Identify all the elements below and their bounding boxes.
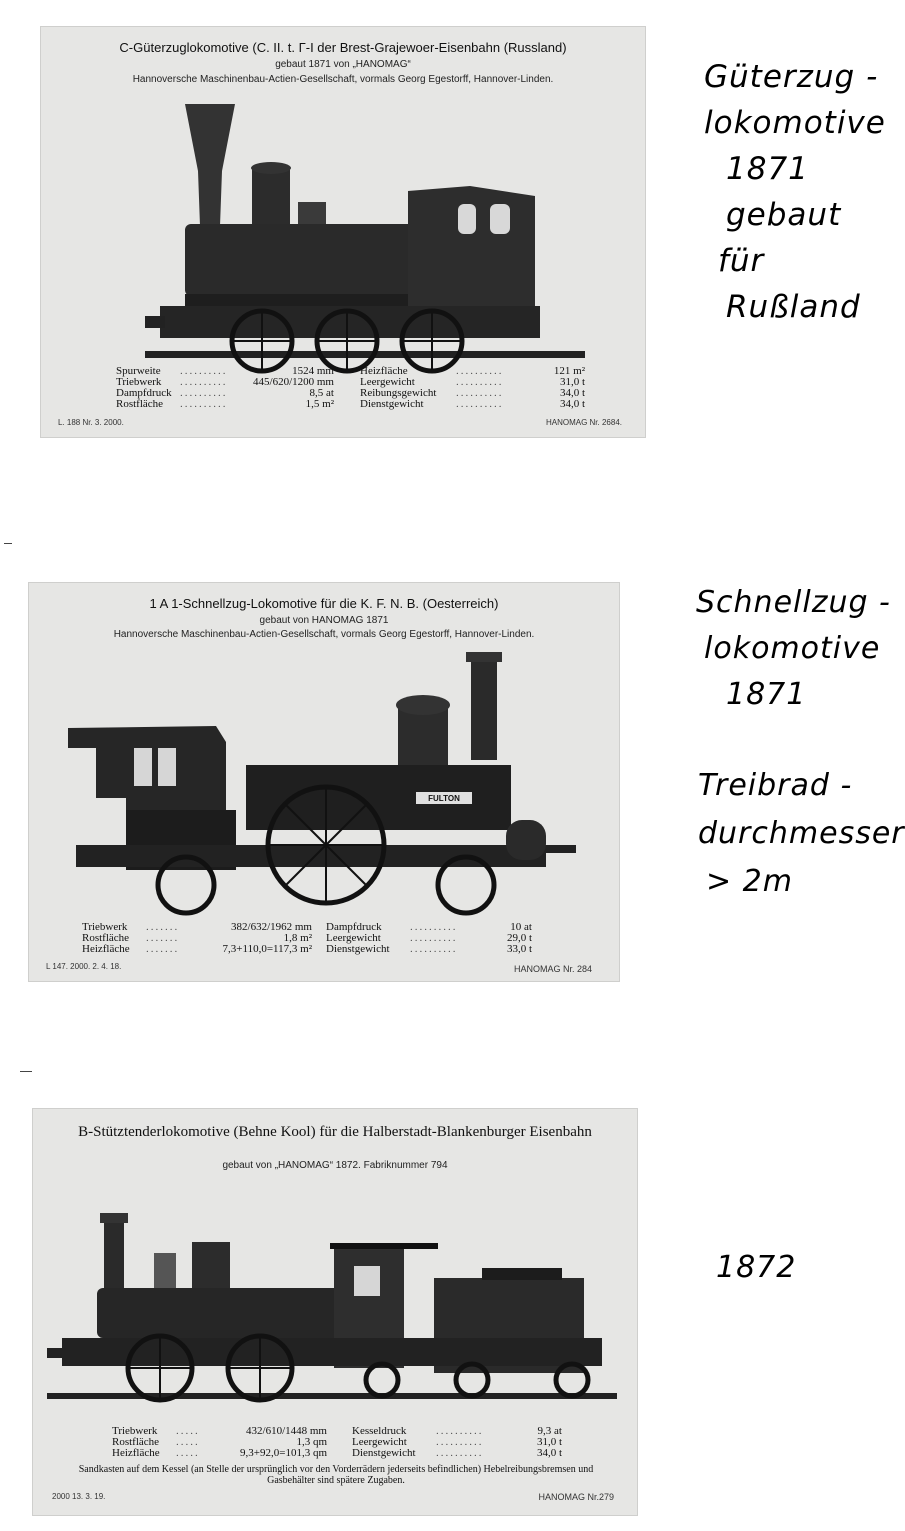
- spec-row: Spurweite .......... 1524 mm: [116, 365, 334, 377]
- handwritten-note-express: [696, 580, 891, 718]
- spec-row: Rostfläche .......... 1,5 m²: [116, 398, 334, 410]
- specs-right: [360, 366, 585, 410]
- spec-row: Triebwerk .......... 445/620/1200 mm: [116, 376, 334, 388]
- spec-row: Leergewicht .......... 31,0 t: [352, 1436, 562, 1448]
- express-locomotive-drawing: [66, 650, 586, 920]
- card-maker-line: Hannoversche Maschinenbau-Actien-Gesellschaft, vormals Georg Egestorff, Hannover-Linden.: [132, 74, 554, 85]
- handwritten-note-year: [716, 1248, 796, 1287]
- spec-row: Leergewicht .......... 31,0 t: [360, 376, 585, 388]
- card-catalog-number: 2000 13. 3. 19.: [52, 1492, 106, 1501]
- handwritten-note-wheel: [698, 762, 905, 906]
- card-built-line: gebaut von HANOMAG 1871: [259, 615, 389, 626]
- spec-row: Triebwerk ..... 432/610/1448 mm: [112, 1425, 327, 1437]
- scan-mark: [4, 543, 12, 544]
- specs-right: [352, 1426, 562, 1459]
- card-maker-line: Hannoversche Maschinenbau-Actien-Gesellschaft, vormals Georg Egestorff, Hannover-Linden.: [113, 629, 535, 640]
- spec-row: Rostfläche ....... 1,8 m²: [82, 932, 312, 944]
- postcard-tank-locomotive: [32, 1108, 638, 1516]
- note-line: lokomotive: [704, 631, 881, 666]
- spec-row: Heizfläche .......... 121 m²: [360, 365, 585, 377]
- card-catalog-number: L. 188 Nr. 3. 2000.: [58, 418, 124, 427]
- tank-locomotive-drawing: [42, 1208, 622, 1408]
- spec-row: Leergewicht .......... 29,0 t: [326, 932, 532, 944]
- card-title: B-Stütztenderlokomotive (Behne Kool) für die Halberstadt-Blankenburger Eisenbahn: [78, 1124, 592, 1140]
- specs-right: [326, 922, 532, 955]
- spec-row: Dienstgewicht .......... 33,0 t: [326, 943, 532, 955]
- note-line: Schnellzug -: [696, 585, 891, 620]
- card-remark: Sandkasten auf dem Kessel (an Stelle der ursprünglich vor den Vorderrädern jederseits befindlichen) Hebelreibungsbremsen und Gasbehälter sind spätere Zugaben.: [78, 1464, 594, 1486]
- note-line: 1871: [726, 151, 809, 187]
- spec-row: Reibungsgewicht .......... 34,0 t: [360, 387, 585, 399]
- locomotive-nameplate: FULTON: [428, 794, 460, 803]
- card-catalog-number: L 147. 2000. 2. 4. 18.: [46, 962, 122, 971]
- spec-row: Rostfläche ..... 1,3 qm: [112, 1436, 327, 1448]
- postcard-express-locomotive: [28, 582, 620, 982]
- spec-row: Dampfdruck .......... 8,5 at: [116, 387, 334, 399]
- specs-left: [112, 1426, 327, 1459]
- note-line: gebaut: [726, 197, 842, 233]
- card-hanomag-number: HANOMAG Nr. 284: [513, 964, 592, 974]
- note-line: 1871: [726, 677, 807, 712]
- note-line: Treibrad -: [698, 768, 853, 803]
- note-line: > 2m: [706, 864, 793, 899]
- spec-row: Kesseldruck .......... 9,3 at: [352, 1425, 562, 1437]
- note-line: Rußland: [726, 289, 861, 325]
- spec-row: Heizfläche ..... 9,3+92,0=101,3 qm: [112, 1447, 327, 1459]
- freight-locomotive-drawing: [140, 96, 590, 386]
- card-title: 1 A 1-Schnellzug-Lokomotive für die K. F. N. B. (Oesterreich): [149, 596, 499, 611]
- note-line: durchmesser: [698, 816, 905, 851]
- card-hanomag-number: HANOMAG Nr.279: [538, 1492, 614, 1502]
- note-line: lokomotive: [704, 105, 886, 141]
- card-built-line: gebaut von „HANOMAG“ 1872. Fabriknummer 794: [222, 1160, 448, 1171]
- specs-left: [116, 366, 334, 410]
- note-line: Güterzug -: [704, 59, 879, 95]
- spec-row: Heizfläche ....... 7,3+110,0=117,3 m²: [82, 943, 312, 955]
- note-line: 1872: [716, 1250, 797, 1285]
- spec-row: Dampfdruck .......... 10 at: [326, 921, 532, 933]
- spec-row: Dienstgewicht .......... 34,0 t: [360, 398, 585, 410]
- scan-mark: [20, 1071, 32, 1072]
- handwritten-note-freight: [704, 54, 886, 330]
- note-line: für: [718, 243, 765, 279]
- specs-left: [82, 922, 312, 955]
- postcard-freight-locomotive: [40, 26, 646, 438]
- spec-row: Triebwerk ....... 382/632/1962 mm: [82, 921, 312, 933]
- card-built-line: gebaut 1871 von „HANOMAG“: [275, 59, 411, 70]
- card-title: C-Güterzuglokomotive (C. II. t. Γ-I der Brest-Grajewoer-Eisenbahn (Russland): [119, 40, 567, 55]
- card-hanomag-number: HANOMAG Nr. 2684.: [545, 418, 622, 427]
- spec-row: Dienstgewicht .......... 34,0 t: [352, 1447, 562, 1459]
